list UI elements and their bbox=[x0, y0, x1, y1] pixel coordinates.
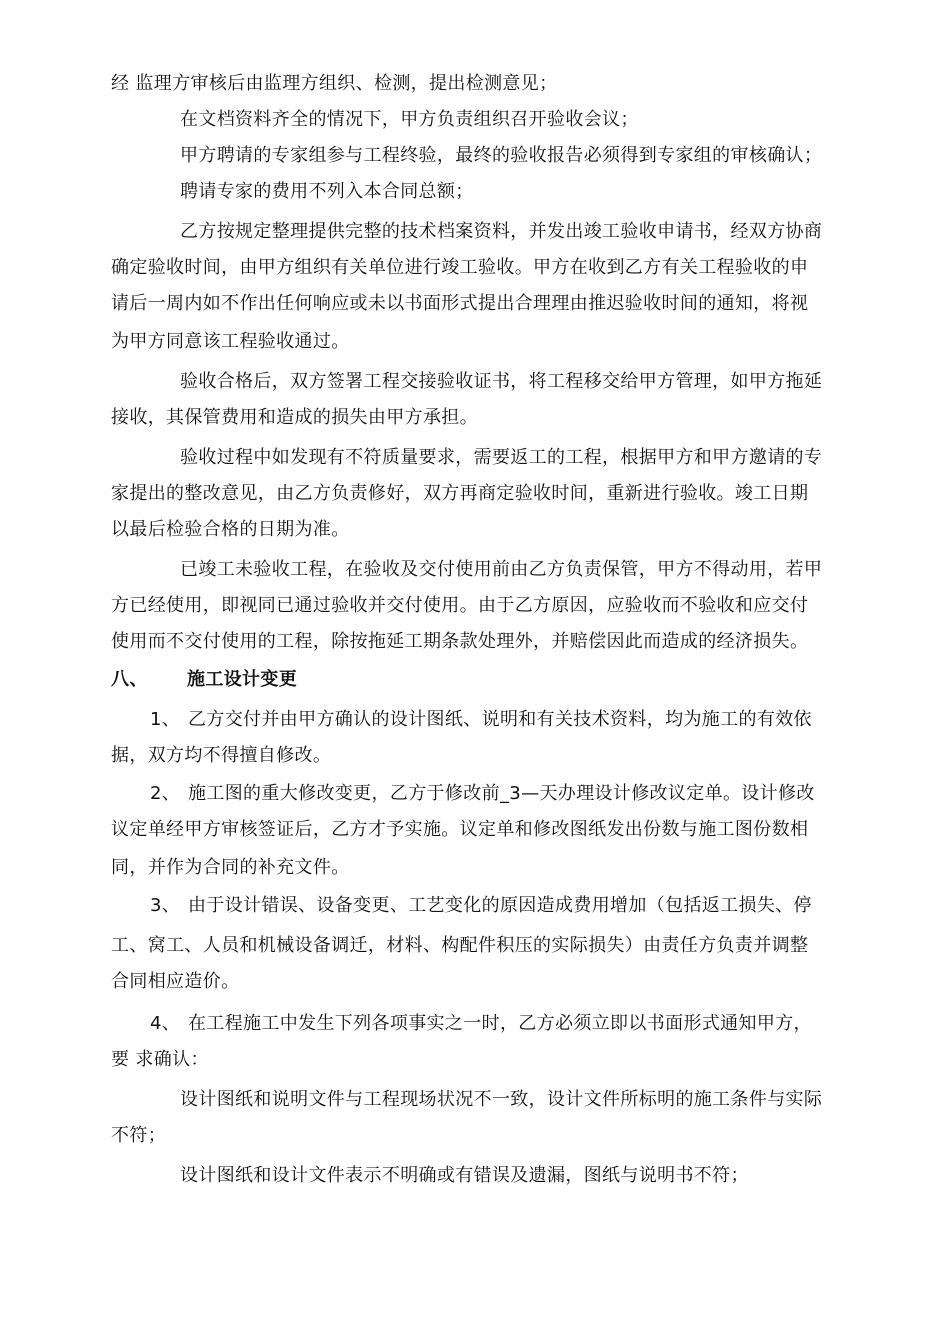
line-text: 已竣工未验收工程，在验收及交付使用前由乙方负责保管，甲方不得动用，若甲 bbox=[180, 559, 823, 580]
line-text: 接收，其保管费用和造成的损失由甲方承担。 bbox=[111, 407, 478, 428]
text-line bbox=[0, 215, 950, 249]
line-text: 乙方按规定整理提供完整的技术档案资料，并发出竣工验收申请书，经双方协商 bbox=[180, 221, 823, 242]
text-line bbox=[0, 1119, 950, 1153]
line-text: 施工图的重大修改变更，乙方于修改前_3—天办理设计修改议定单。设计修改 bbox=[188, 783, 815, 804]
text-line bbox=[0, 441, 950, 475]
line-text: 据，双方均不得擅自修改。 bbox=[111, 745, 332, 766]
text-line bbox=[0, 739, 950, 773]
line-text: 方已经使用，即视同已通过验收并交付使用。由于乙方原因，应验收而不验收和应交付 bbox=[111, 595, 809, 616]
text-line bbox=[0, 139, 950, 173]
text-line bbox=[0, 1007, 950, 1041]
section-heading bbox=[0, 663, 950, 697]
line-text: 甲方聘请的专家组参与工程终验，最终的验收报告必须得到专家组的审核确认； bbox=[180, 145, 823, 166]
text-line bbox=[0, 553, 950, 587]
item-number: 4、 bbox=[150, 1013, 181, 1034]
line-text: 设计图纸和说明文件与工程现场状况不一致，设计文件所标明的施工条件与实际 bbox=[180, 1089, 823, 1110]
line-text: 乙方交付并由甲方确认的设计图纸、说明和有关技术资料，均为施工的有效依 bbox=[188, 709, 812, 730]
line-text: 设计图纸和设计文件表示不明确或有错误及遗漏，图纸与说明书不符； bbox=[180, 1165, 749, 1186]
section-number: 八、 bbox=[111, 669, 148, 690]
text-line bbox=[0, 103, 950, 137]
line-text: 工、窝工、人员和机械设备调迁，材料、构配件积压的实际损失）由责任方负责并调整 bbox=[111, 935, 809, 956]
line-text: 在工程施工中发生下列各项事实之一时，乙方必须立即以书面形式通知甲方， bbox=[188, 1013, 812, 1034]
text-line bbox=[0, 889, 950, 923]
text-line bbox=[0, 1083, 950, 1117]
item-number: 3、 bbox=[150, 895, 181, 916]
section-title: 施工设计变更 bbox=[187, 669, 298, 690]
line-text: 确定验收时间，由甲方组织有关单位进行竣工验收。甲方在收到乙方有关工程验收的申 bbox=[111, 257, 809, 278]
line-text: 使用而不交付使用的工程，除按拖延工期条款处理外，并赔偿因此而造成的经济损失。 bbox=[111, 631, 809, 652]
line-text: 经 监理方审核后由监理方组织、检测，提出检测意见； bbox=[111, 73, 558, 94]
line-text: 合同相应造价。 bbox=[111, 971, 240, 992]
line-text: 请后一周内如不作出任何响应或未以书面形式提出合理理由推迟验收时间的通知，将视 bbox=[111, 293, 809, 314]
text-line bbox=[0, 1159, 950, 1193]
item-number: 1、 bbox=[150, 709, 181, 730]
text-line bbox=[0, 589, 950, 623]
line-text: 验收过程中如发现有不符质量要求，需要返工的工程，根据甲方和甲方邀请的专 bbox=[180, 447, 823, 468]
text-line bbox=[0, 287, 950, 321]
line-text: 聘请专家的费用不列入本合同总额； bbox=[180, 181, 474, 202]
text-line bbox=[0, 251, 950, 285]
text-line bbox=[0, 365, 950, 399]
line-text: 同，并作为合同的补充文件。 bbox=[111, 857, 350, 878]
text-line bbox=[0, 929, 950, 963]
text-line bbox=[0, 813, 950, 847]
text-line bbox=[0, 67, 950, 101]
text-line bbox=[0, 777, 950, 811]
line-text: 家提出的整改意见，由乙方负责修好，双方再商定验收时间，重新进行验收。竣工日期 bbox=[111, 483, 809, 504]
text-line bbox=[0, 625, 950, 659]
text-line bbox=[0, 401, 950, 435]
line-text: 不符； bbox=[111, 1125, 167, 1146]
text-line bbox=[0, 513, 950, 547]
text-line bbox=[0, 851, 950, 885]
text-line bbox=[0, 965, 950, 999]
item-number: 2、 bbox=[150, 783, 181, 804]
text-line bbox=[0, 175, 950, 209]
text-line bbox=[0, 703, 950, 737]
line-text: 以最后检验合格的日期为准。 bbox=[111, 519, 350, 540]
line-text: 由于设计错误、设备变更、工艺变化的原因造成费用增加（包括返工损失、停 bbox=[188, 895, 812, 916]
text-line bbox=[0, 325, 950, 359]
line-text: 为甲方同意该工程验收通过。 bbox=[111, 331, 350, 352]
line-text: 要 求确认： bbox=[111, 1049, 209, 1070]
text-line bbox=[0, 1043, 950, 1077]
text-line bbox=[0, 477, 950, 511]
line-text: 验收合格后，双方签署工程交接验收证书，将工程移交给甲方管理，如甲方拖延 bbox=[180, 371, 823, 392]
line-text: 议定单经甲方审核签证后，乙方才予实施。议定单和修改图纸发出份数与施工图份数相 bbox=[111, 819, 809, 840]
line-text: 在文档资料齐全的情况下，甲方负责组织召开验收会议； bbox=[180, 109, 639, 130]
